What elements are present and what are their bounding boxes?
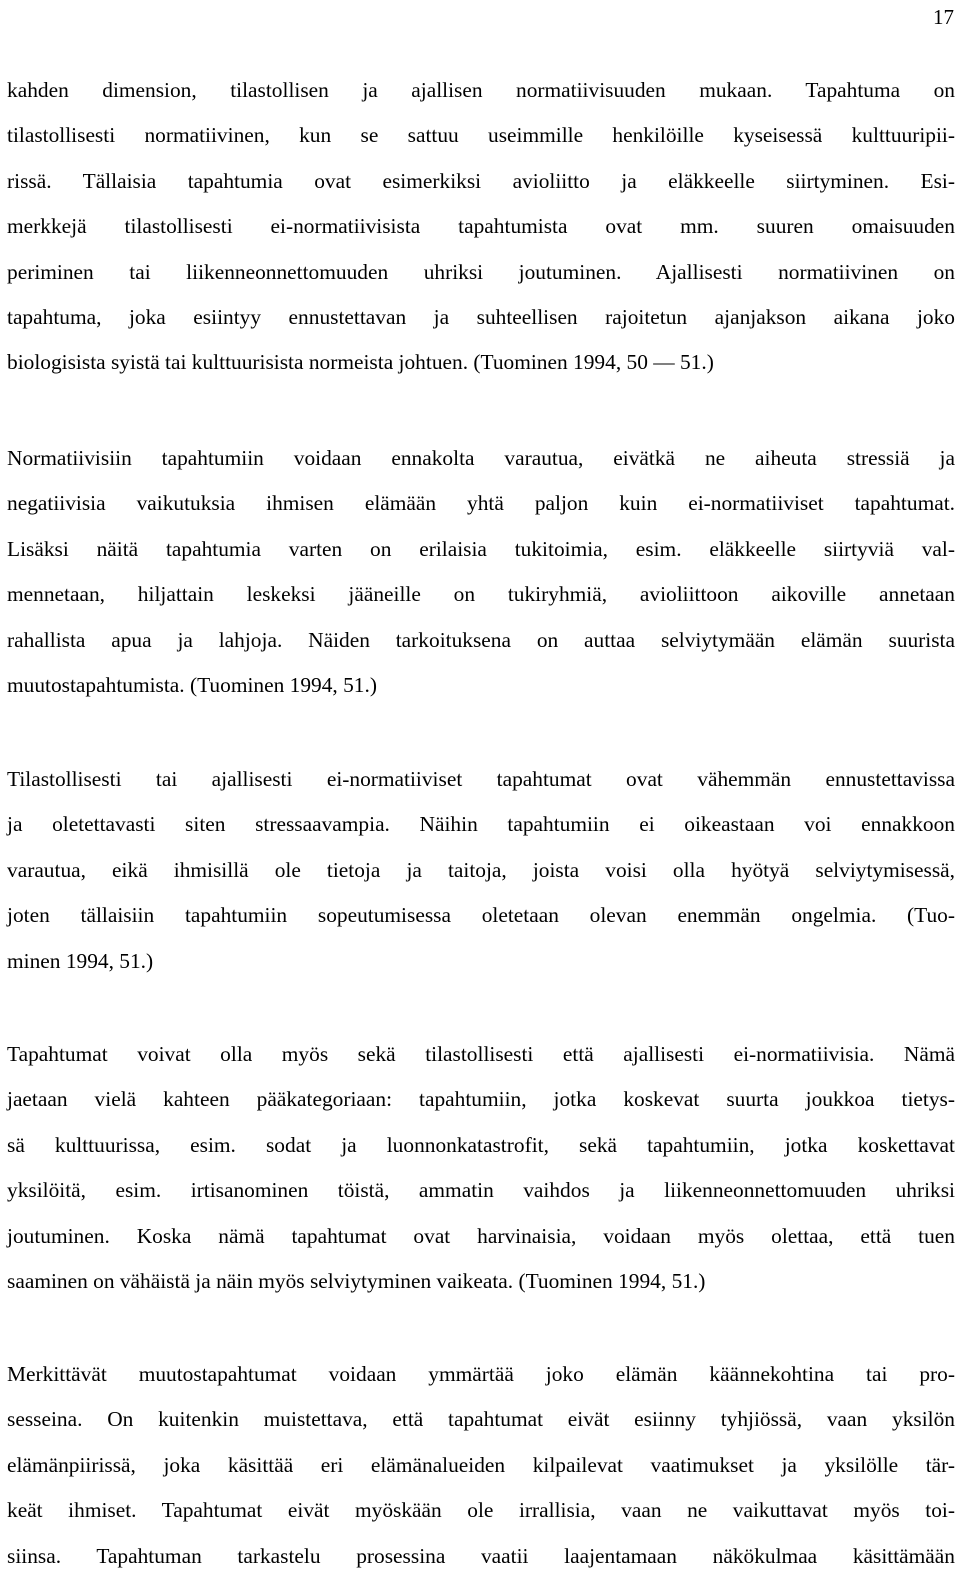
text-line: rissä. Tällaisia tapahtumia ovat esimerkiksi avioliitto ja eläkkeelle siirtyminen. Esi- (7, 168, 955, 193)
text-line: joten tällaisiin tapahtumiin sopeutumisessa oletetaan olevan enemmän ongelmia. (Tuo- (7, 903, 955, 928)
text-line: jaetaan vielä kahteen pääkategoriaan: tapahtumiin, jotka koskevat suurta joukkoa tietys- (7, 1087, 955, 1112)
text-line: negatiivisia vaikutuksia ihmisen elämään yhtä paljon kuin ei-normatiiviset tapahtumat. (7, 491, 955, 516)
page-number: 17 (933, 5, 954, 29)
text-line: keät ihmiset. Tapahtumat eivät myöskään ole irrallisia, vaan ne vaikuttavat myös toi- (7, 1498, 955, 1523)
text-line: sä kulttuurissa, esim. sodat ja luonnonkatastrofit, sekä tapahtumiin, jotka koskettavat (7, 1132, 955, 1157)
text-line: Merkittävät muutostapahtumat voidaan ymmärtää joko elämän käännekohtina tai pro- (7, 1362, 955, 1386)
text-line: varautua, eikä ihmisillä ole tietoja ja taitoja, joista voisi olla hyötyä selviytymisessä, (7, 857, 955, 882)
text-line: tapahtuma, joka esiintyy ennustettavan ja suhteellisen rajoitetun ajanjakson aikana joko (7, 304, 955, 329)
paragraph-1 (7, 68, 955, 386)
text-line: biologisista syistä tai kulttuurisista normeista johtuen. (Tuominen 1994, 50 — 51.) (7, 350, 714, 375)
paragraph-2 (7, 436, 955, 708)
text-line: siinsa. Tapahtuman tarkastelu prosessina vaatii laajentamaan näkökulmaa käsittämään (7, 1543, 955, 1568)
text-line: kahden dimension, tilastollisen ja ajallisen normatiivisuuden mukaan. Tapahtuma on (7, 78, 955, 102)
text-line: Normatiivisiin tapahtumiin voidaan ennakolta varautua, eivätkä ne aiheuta stressiä ja (7, 446, 955, 470)
text-line: tilastollisesti normatiivinen, kun se sattuu useimmille henkilöille kyseisessä kulttuuripii- (7, 123, 955, 148)
text-line: muutostapahtumista. (Tuominen 1994, 51.) (7, 672, 377, 697)
text-line: Tilastollisesti tai ajallisesti ei-normatiiviset tapahtumat ovat vähemmän ennustettavissa (7, 767, 955, 791)
text-line: rahallista apua ja lahjoja. Näiden tarkoituksena on auttaa selviytymään elämän suurista (7, 627, 955, 652)
text-line: Lisäksi näitä tapahtumia varten on erilaisia tukitoimia, esim. eläkkeelle siirtyviä val- (7, 536, 955, 561)
text-line: minen 1994, 51.) (7, 948, 154, 973)
text-line: saaminen on vähäistä ja näin myös selviytyminen vaikeata. (Tuominen 1994, 51.) (7, 1268, 706, 1293)
text-line: mennetaan, hiljattain leskeksi jääneille on tukiryhmiä, avioliittoon aikoville annetaan (7, 582, 955, 607)
text-line: Tapahtumat voivat olla myös sekä tilastollisesti että ajallisesti ei-normatiivisia. Nämä (7, 1042, 955, 1066)
text-line: yksilöitä, esim. irtisanominen töistä, ammatin vaihdos ja liikenneonnettomuuden uhriksi (7, 1178, 955, 1203)
text-line: merkkejä tilastollisesti ei-normatiivisista tapahtumista ovat mm. suuren omaisuuden (7, 214, 955, 239)
text-line: sesseina. On kuitenkin muistettava, että tapahtumat eivät esiinny tyhjiössä, vaan yksilön (7, 1407, 955, 1432)
text-line: ja oletettavasti siten stressaavampia. Näihin tapahtumiin ei oikeastaan voi ennakkoon (7, 812, 955, 837)
text-line: elämänpiirissä, joka käsittää eri elämänalueiden kilpailevat vaatimukset ja yksilölle tär- (7, 1452, 955, 1477)
paragraph-3 (7, 757, 955, 984)
paragraph-5 (7, 1352, 955, 1579)
text-line: joutuminen. Koska nämä tapahtumat ovat harvinaisia, voidaan myös olettaa, että tuen (7, 1223, 955, 1248)
paragraph-4 (7, 1032, 955, 1304)
text-line: periminen tai liikenneonnettomuuden uhriksi joutuminen. Ajallisesti normatiivinen on (7, 259, 955, 284)
